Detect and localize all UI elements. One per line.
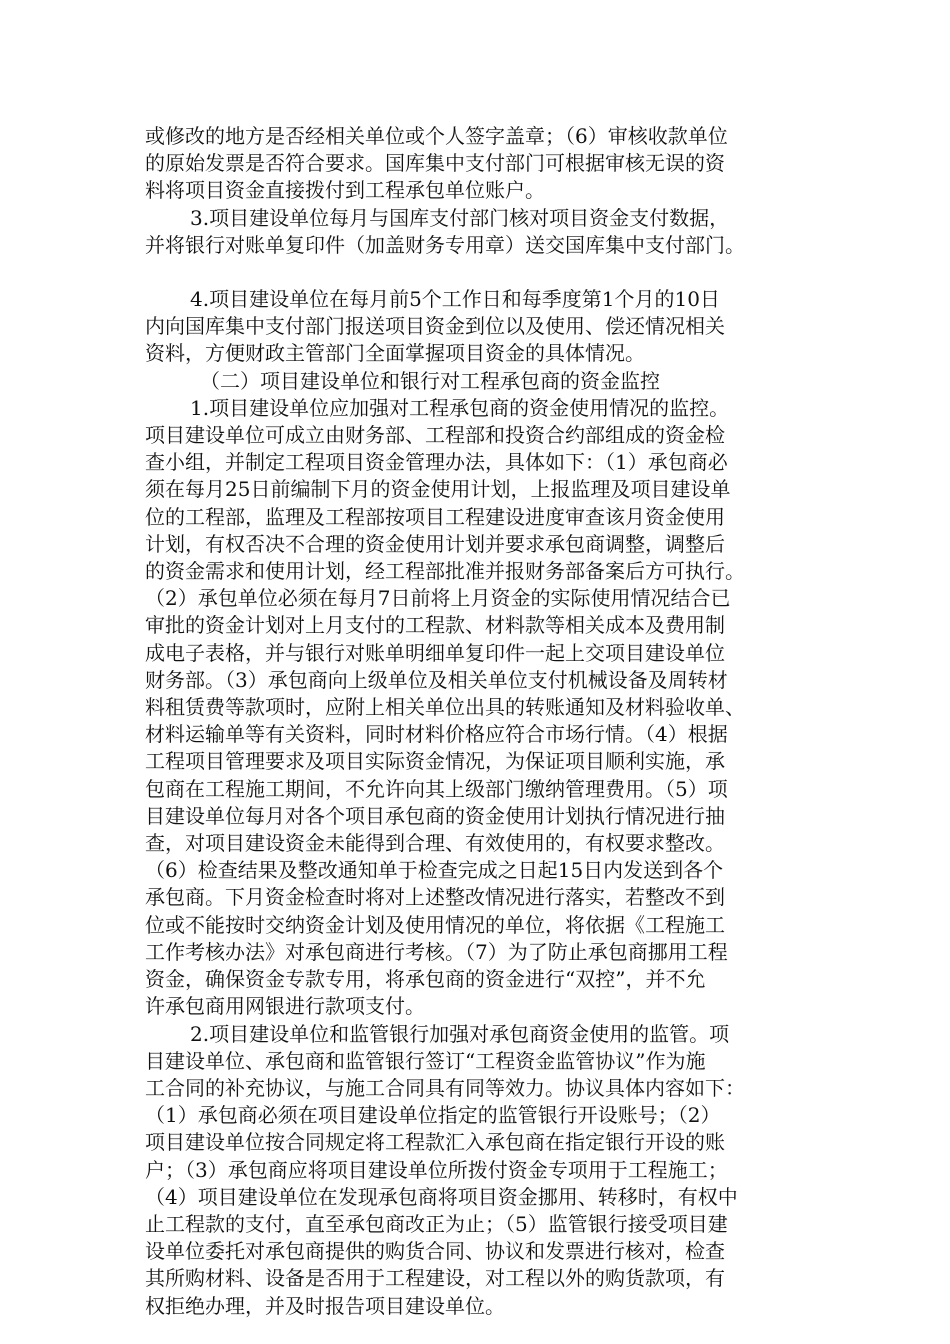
text-line: 承包商。下月资金检查时将对上述整改情况进行落实，若整改不到 bbox=[145, 885, 725, 910]
text-line: 目建设单位每月对各个项目承包商的资金使用计划执行情况进行抽 bbox=[145, 803, 725, 828]
text-line: （1）承包商必须在项目建设单位指定的监管银行开设账号；（2） bbox=[145, 1103, 721, 1128]
text-line: 须在每月25日前编制下月的资金使用计划，上报监理及项目建设单 bbox=[145, 477, 731, 502]
text-line: 许承包商用网银进行款项支付。 bbox=[145, 994, 425, 1019]
text-line: 其所购材料、设备是否用于工程建设，对工程以外的购货款项，有 bbox=[145, 1266, 725, 1291]
text-line: 计划，有权否决不合理的资金使用计划并要求承包商调整，调整后 bbox=[145, 531, 725, 556]
text-line: 目建设单位、承包商和监管银行签订“工程资金监管协议”作为施 bbox=[145, 1048, 706, 1073]
text-line: 财务部。（3）承包商向上级单位及相关单位支付机械设备及周转材 bbox=[145, 667, 728, 692]
paragraph-3-start: 3.项目建设单位每月与国库支付部门核对项目资金支付数据， bbox=[190, 205, 730, 230]
text-line: 包商在工程施工期间，不允许向其上级部门缴纳管理费用。（5）项 bbox=[145, 776, 728, 801]
text-line: 料将项目资金直接拨付到工程承包单位账户。 bbox=[145, 178, 545, 203]
text-line: 材料运输单等有关资料，同时材料价格应符合市场行情。（4）根据 bbox=[145, 722, 728, 747]
text-line: 工程项目管理要求及项目实际资金情况，为保证项目顺利实施，承 bbox=[145, 749, 725, 774]
text-line: 查小组，并制定工程项目资金管理办法，具体如下：（1）承包商必 bbox=[145, 450, 728, 475]
text-line: 资料，方便财政主管部门全面掌握项目资金的具体情况。 bbox=[145, 341, 645, 366]
text-line: 项目建设单位可成立由财务部、工程部和投资合约部组成的资金检 bbox=[145, 423, 725, 448]
section-heading: （二）项目建设单位和银行对工程承包商的资金监控 bbox=[200, 368, 660, 393]
text-line: 设单位委托对承包商提供的购货合同、协议和发票进行核对，检查 bbox=[145, 1239, 725, 1264]
text-line: 工作考核办法》对承包商进行考核。（7）为了防止承包商挪用工程 bbox=[145, 939, 728, 964]
paragraph-4-start: 4.项目建设单位在每月前5个工作日和每季度第1个月的10日 bbox=[190, 287, 720, 312]
text-line: 工合同的补充协议，与施工合同具有同等效力。协议具体内容如下： bbox=[145, 1075, 745, 1100]
text-line: 查，对项目建设资金未能得到合理、有效使用的，有权要求整改。 bbox=[145, 831, 725, 856]
text-line: 止工程款的支付，直至承包商改正为止；（5）监管银行接受项目建 bbox=[145, 1211, 728, 1236]
paragraph-2-start: 2.项目建设单位和监管银行加强对承包商资金使用的监管。项 bbox=[190, 1021, 730, 1046]
text-line: 户；（3）承包商应将项目建设单位所拨付资金专项用于工程施工； bbox=[145, 1157, 728, 1182]
text-line: 料租赁费等款项时，应附上相关单位出具的转账通知及材料验收单、 bbox=[145, 695, 745, 720]
text-line: （4）项目建设单位在发现承包商将项目资金挪用、转移时，有权中 bbox=[145, 1184, 738, 1209]
text-line: 审批的资金计划对上月支付的工程款、材料款等相关成本及费用制 bbox=[145, 613, 725, 638]
text-line: 内向国库集中支付部门报送项目资金到位以及使用、偿还情况相关 bbox=[145, 314, 725, 339]
text-line: 并将银行对账单复印件（加盖财务专用章）送交国库集中支付部门。 bbox=[145, 232, 745, 257]
text-line: 成电子表格，并与银行对账单明细单复印件一起上交项目建设单位 bbox=[145, 640, 725, 665]
text-line: 资金，确保资金专款专用，将承包商的资金进行“双控”，并不允 bbox=[145, 967, 706, 992]
text-line: （6）检查结果及整改通知单于检查完成之日起15日内发送到各个 bbox=[145, 858, 724, 883]
text-line: 位或不能按时交纳资金计划及使用情况的单位，将依据《工程施工 bbox=[145, 912, 725, 937]
text-line: 或修改的地方是否经相关单位或个人签字盖章；（6）审核收款单位 bbox=[145, 124, 728, 148]
paragraph-gap bbox=[145, 259, 810, 286]
text-line: 权拒绝办理，并及时报告项目建设单位。 bbox=[145, 1293, 505, 1318]
text-line: 项目建设单位按合同规定将工程款汇入承包商在指定银行开设的账 bbox=[145, 1130, 725, 1155]
paragraph-1-start: 1.项目建设单位应加强对工程承包商的资金使用情况的监控。 bbox=[190, 395, 730, 420]
document-body bbox=[145, 123, 810, 1320]
text-line: 的原始发票是否符合要求。国库集中支付部门可根据审核无误的资 bbox=[145, 151, 725, 176]
text-line: 的资金需求和使用计划，经工程部批准并报财务部备案后方可执行。 bbox=[145, 559, 745, 584]
text-line: （2）承包单位必须在每月7日前将上月资金的实际使用情况结合已 bbox=[145, 586, 731, 611]
text-line: 位的工程部，监理及工程部按项目工程建设进度审查该月资金使用 bbox=[145, 504, 725, 529]
